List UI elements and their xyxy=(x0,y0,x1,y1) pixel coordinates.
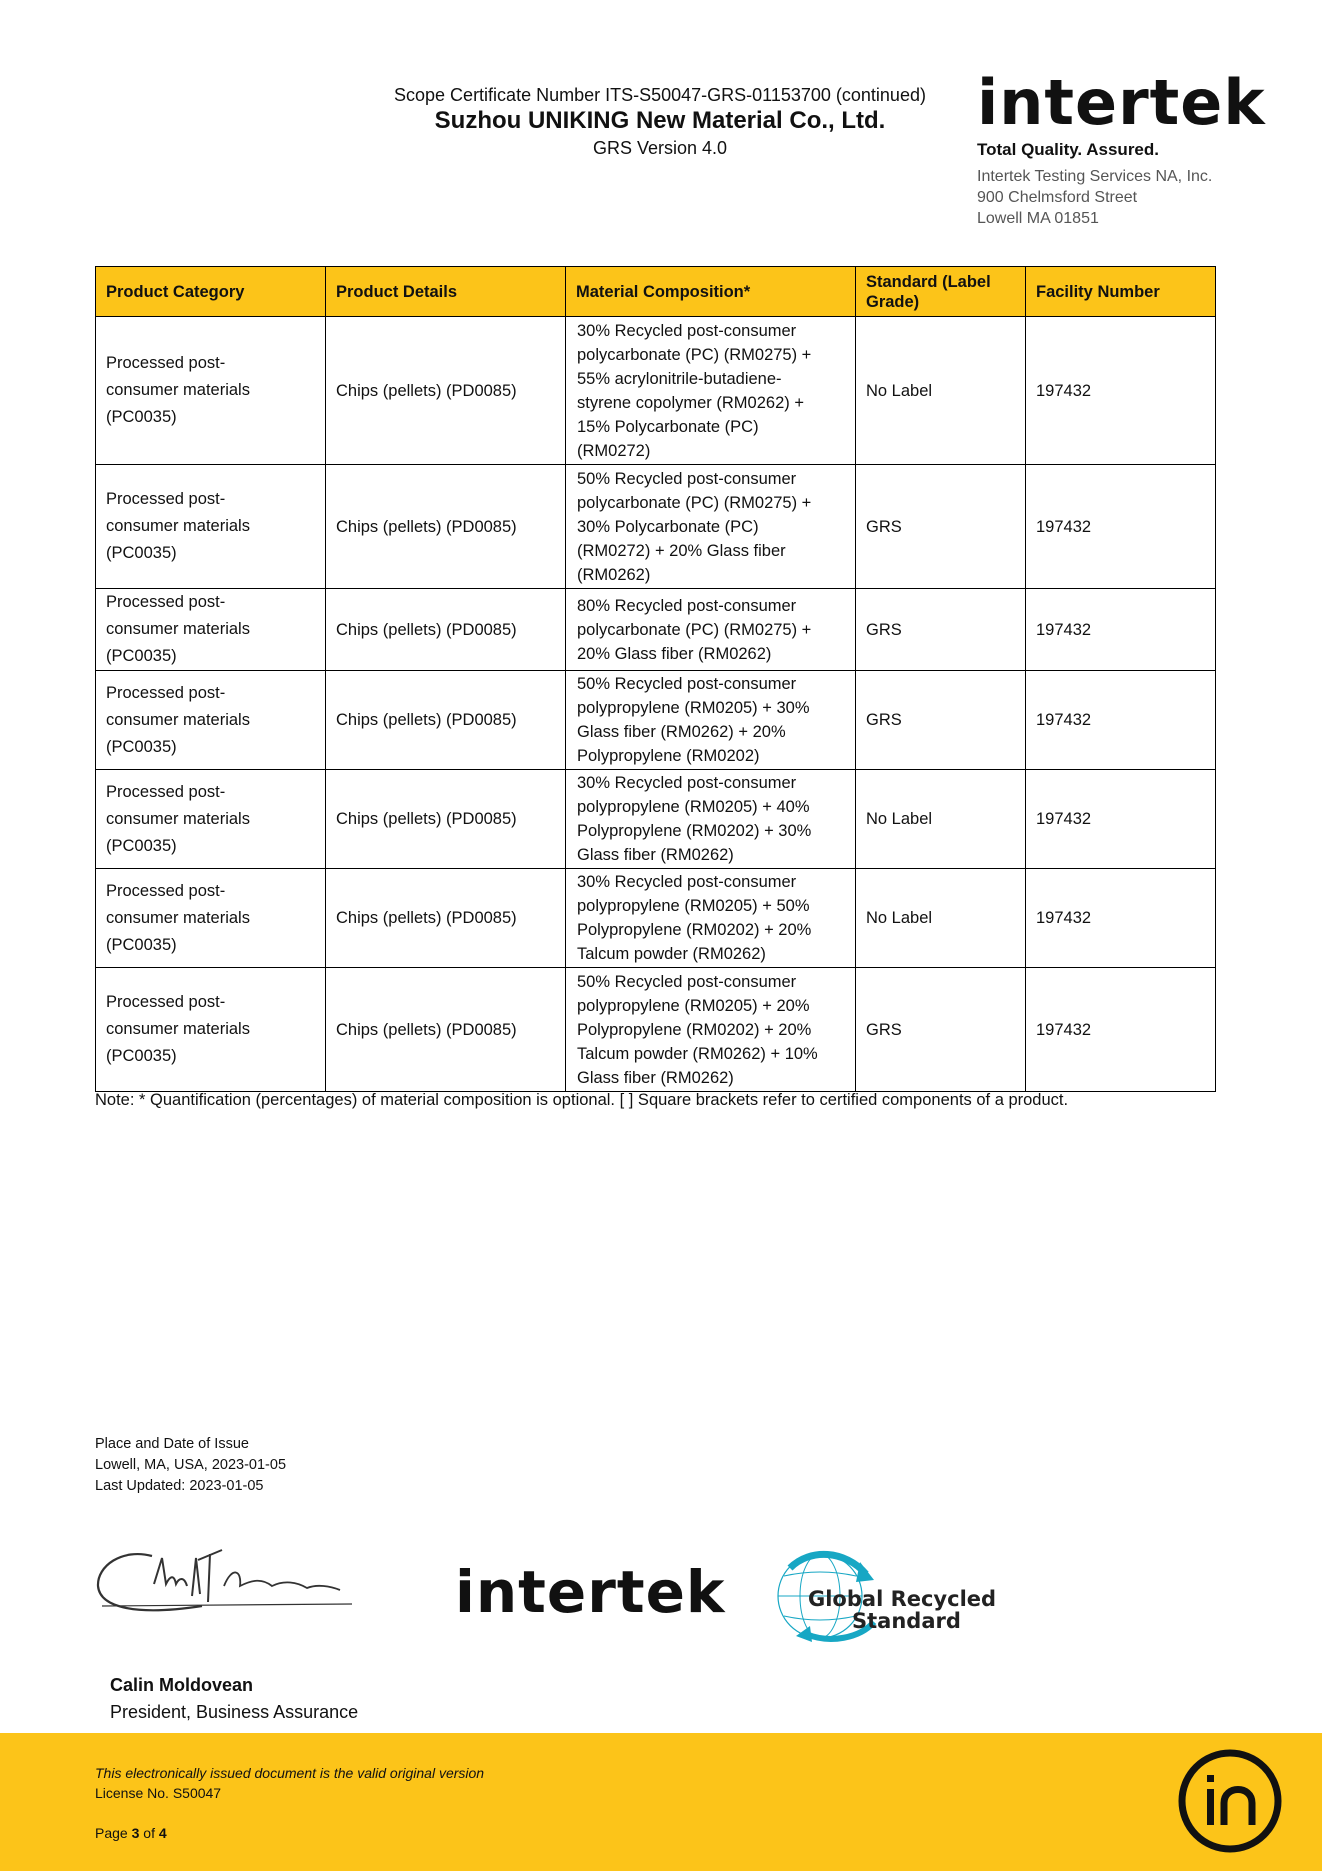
category-line: consumer materials xyxy=(106,908,250,927)
cell-product-details: Chips (pellets) (PD0085) xyxy=(326,869,566,968)
composition-line: Polypropylene (RM0202) + 20% xyxy=(577,1020,812,1039)
cell-product-details: Chips (pellets) (PD0085) xyxy=(326,968,566,1092)
cell-standard: No Label xyxy=(856,317,1026,465)
cell-product-details: Chips (pellets) (PD0085) xyxy=(326,589,566,671)
cell-facility-number: 197432 xyxy=(1026,589,1216,671)
cell-standard: No Label xyxy=(856,869,1026,968)
composition-line: (RM0272) xyxy=(577,441,651,460)
page-prefix: Page xyxy=(95,1825,132,1841)
issue-place-date: Lowell, MA, USA, 2023-01-05 xyxy=(95,1457,287,1473)
composition-line: Glass fiber (RM0262) xyxy=(577,846,734,864)
header-product-category: Product Category xyxy=(96,267,326,317)
composition-line: polypropylene (RM0205) + 20% xyxy=(577,996,810,1015)
composition-line: polycarbonate (PC) (RM0275) + xyxy=(577,345,812,364)
cell-product-category xyxy=(96,465,326,589)
composition-line: (RM0262) xyxy=(577,565,651,584)
header-facility-number: Facility Number xyxy=(1026,267,1216,317)
intertek-logo: intertek xyxy=(455,1558,726,1626)
cell-material-composition xyxy=(566,671,856,770)
category-line: Processed post- xyxy=(106,881,226,900)
page-total: 4 xyxy=(158,1825,167,1841)
cell-product-category xyxy=(96,671,326,770)
category-line: consumer materials xyxy=(106,710,250,729)
address-line: Intertek Testing Services NA, Inc. xyxy=(977,168,1213,185)
composition-line: Glass fiber (RM0262) xyxy=(577,1068,734,1087)
composition-note: Note: * Quantification (percentages) of material composition is optional. [ ] Square brackets refer to certified components of a product. xyxy=(95,1091,1069,1109)
category-line: (PC0035) xyxy=(106,737,177,756)
signer-title: President, Business Assurance xyxy=(110,1702,359,1722)
intertek-header-logo xyxy=(977,66,1266,229)
composition-line: 80% Recycled post-consumer xyxy=(577,596,797,615)
composition-line: (RM0272) + 20% Glass fiber xyxy=(577,541,786,560)
cell-material-composition xyxy=(566,869,856,968)
category-line: consumer materials xyxy=(106,517,250,535)
cell-facility-number: 197432 xyxy=(1026,671,1216,770)
cell-product-category xyxy=(96,869,326,968)
cell-product-category xyxy=(96,770,326,869)
issue-label: Place and Date of Issue xyxy=(95,1436,249,1452)
cell-material-composition xyxy=(566,770,856,869)
product-table xyxy=(95,266,1216,1092)
last-updated: Last Updated: 2023-01-05 xyxy=(95,1478,264,1494)
cell-standard: GRS xyxy=(856,671,1026,770)
page-number xyxy=(95,1825,167,1841)
composition-line: 50% Recycled post-consumer xyxy=(577,675,797,693)
grs-logo-line1: Global Recycled xyxy=(808,1587,997,1611)
header-material-composition: Material Composition* xyxy=(566,267,856,317)
cell-product-details: Chips (pellets) (PD0085) xyxy=(326,317,566,465)
category-line: (PC0035) xyxy=(106,544,177,562)
category-line: (PC0035) xyxy=(106,1047,177,1065)
category-line: Processed post- xyxy=(106,490,226,508)
page-separator: of xyxy=(139,1825,159,1841)
composition-line: 30% Polycarbonate (PC) xyxy=(577,517,759,536)
table-row xyxy=(96,465,1216,589)
issuer-address xyxy=(977,166,1247,229)
cell-standard: GRS xyxy=(856,465,1026,589)
composition-line: polypropylene (RM0205) + 50% xyxy=(577,897,810,915)
composition-line: 30% Recycled post-consumer xyxy=(577,774,797,792)
composition-line: 30% Recycled post-consumer xyxy=(577,321,797,340)
composition-line: Polypropylene (RM0202) + 20% xyxy=(577,921,812,939)
table-body xyxy=(96,317,1216,1092)
composition-line: polycarbonate (PC) (RM0275) + xyxy=(577,493,812,512)
composition-line: Polypropylene (RM0202) xyxy=(577,747,760,765)
composition-line: 15% Polycarbonate (PC) xyxy=(577,417,759,436)
cell-product-details: Chips (pellets) (PD0085) xyxy=(326,671,566,770)
cell-material-composition xyxy=(566,968,856,1092)
table-row xyxy=(96,869,1216,968)
cell-product-details: Chips (pellets) (PD0085) xyxy=(326,770,566,869)
address-line: 900 Chelmsford Street xyxy=(977,189,1138,206)
cell-product-details: Chips (pellets) (PD0085) xyxy=(326,465,566,589)
category-line: Processed post- xyxy=(106,354,226,372)
cell-standard: GRS xyxy=(856,589,1026,671)
company-name: Suzhou UNIKING New Material Co., Ltd. xyxy=(434,107,886,134)
cell-material-composition xyxy=(566,589,856,671)
signer-block xyxy=(110,1672,358,1726)
table-row xyxy=(96,589,1216,671)
category-line: Processed post- xyxy=(106,593,226,611)
header-standard: Standard (Label Grade) xyxy=(856,267,1026,317)
issue-info xyxy=(95,1434,286,1497)
cell-standard: No Label xyxy=(856,770,1026,869)
composition-line: styrene copolymer (RM0262) + xyxy=(577,393,804,412)
category-line: consumer materials xyxy=(106,620,250,638)
address-line: Lowell MA 01851 xyxy=(977,210,1099,227)
certificate-header xyxy=(330,84,990,160)
page-current: 3 xyxy=(131,1825,140,1841)
category-line: consumer materials xyxy=(106,1020,250,1038)
cell-product-category xyxy=(96,968,326,1092)
category-line: (PC0035) xyxy=(106,647,177,665)
composition-line: 20% Glass fiber (RM0262) xyxy=(577,644,772,663)
category-line: (PC0035) xyxy=(106,836,177,855)
cell-product-category xyxy=(96,589,326,671)
scope-certificate-number: Scope Certificate Number ITS-S50047-GRS-01153700 (continued) xyxy=(394,85,926,105)
category-line: Processed post- xyxy=(106,782,226,801)
page-footer xyxy=(0,1733,1322,1871)
grs-version: GRS Version 4.0 xyxy=(592,138,728,158)
composition-line: Talcum powder (RM0262) + 10% xyxy=(577,1044,818,1063)
intertek-logo-text: intertek xyxy=(977,66,1266,139)
cell-standard: GRS xyxy=(856,968,1026,1092)
header-product-details: Product Details xyxy=(326,267,566,317)
cell-product-category xyxy=(96,317,326,465)
table-row xyxy=(96,968,1216,1092)
composition-line: 50% Recycled post-consumer xyxy=(577,972,797,991)
table-row xyxy=(96,317,1216,465)
signer-name: Calin Moldovean xyxy=(110,1675,254,1695)
table-row xyxy=(96,770,1216,869)
brand-tagline: Total Quality. Assured. xyxy=(977,140,1159,159)
composition-line: polypropylene (RM0205) + 40% xyxy=(577,798,810,816)
grs-logo-line2: Standard xyxy=(852,1609,961,1633)
category-line: Processed post- xyxy=(106,993,226,1011)
license-number: License No. S50047 xyxy=(95,1785,222,1801)
category-line: consumer materials xyxy=(106,809,250,828)
category-line: Processed post- xyxy=(106,683,226,702)
composition-line: 30% Recycled post-consumer xyxy=(577,873,797,891)
cell-material-composition xyxy=(566,317,856,465)
composition-line: Talcum powder (RM0262) xyxy=(577,945,766,963)
cell-material-composition xyxy=(566,465,856,589)
category-line: consumer materials xyxy=(106,381,250,399)
cell-facility-number: 197432 xyxy=(1026,968,1216,1092)
composition-line: polypropylene (RM0205) + 30% xyxy=(577,699,810,717)
cell-facility-number: 197432 xyxy=(1026,465,1216,589)
composition-line: Polypropylene (RM0202) + 30% xyxy=(577,822,812,840)
cell-facility-number: 197432 xyxy=(1026,869,1216,968)
category-line: (PC0035) xyxy=(106,935,177,954)
intertek-in-icon xyxy=(1170,1741,1290,1861)
composition-line: polycarbonate (PC) (RM0275) + xyxy=(577,620,812,639)
table-row xyxy=(96,671,1216,770)
composition-line: 50% Recycled post-consumer xyxy=(577,469,797,488)
cell-facility-number: 197432 xyxy=(1026,317,1216,465)
table-header-row xyxy=(96,267,1216,317)
category-line: (PC0035) xyxy=(106,408,177,426)
cell-facility-number: 197432 xyxy=(1026,770,1216,869)
composition-line: Glass fiber (RM0262) + 20% xyxy=(577,723,786,741)
composition-line: 55% acrylonitrile-butadiene- xyxy=(577,369,782,388)
signature-image xyxy=(92,1536,382,1626)
footer-validity-note: This electronically issued document is the valid original version xyxy=(95,1765,485,1781)
